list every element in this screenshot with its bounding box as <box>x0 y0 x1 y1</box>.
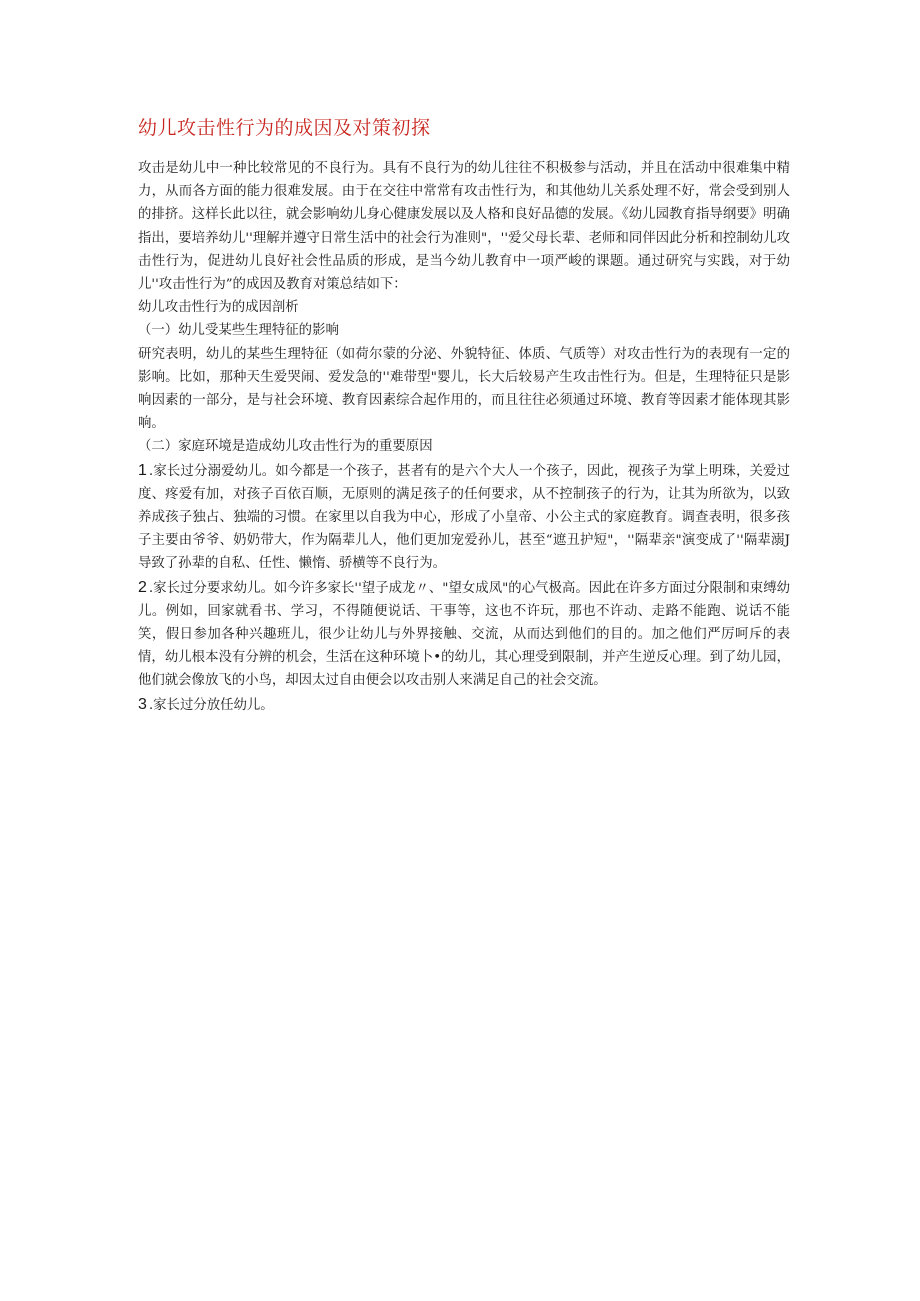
document-body <box>138 157 790 717</box>
section-heading: 幼儿攻击性行为的成因剖析 <box>138 300 299 316</box>
item-text: .家长过分放任幼儿。 <box>148 697 274 713</box>
subsection-1-paragraph: 研究表明，幼儿的某些生理特征（如荷尔蒙的分泌、外貌特征、体质、气质等）对攻击性行为的表现有一定的影响。比如，那种天生爱哭闹、爱发急的''难带型"婴儿，长大后较易产生攻击性行为。但是，生理特征只是影响因素的一部分，是与社会环境、教育因素综合起作用的，而且往往必须通过环境、教育等因素才能体现其影响。 <box>138 346 790 432</box>
numbered-item-3 <box>138 693 790 717</box>
intro-paragraph: 攻击是幼儿中一种比较常见的不良行为。具有不良行为的幼儿往往不积极参与活动，并且在活动中很难集中精力，从而各方面的能力很难发展。由于在交往中常常有攻击性行为，和其他幼儿关系处理不好，常会受到别人的排挤。这样长此以往，就会影响幼儿身心健康发展以及人格和良好品德的发展。《幼儿园教育指导纲要》明确指出，要培养幼儿''理解并遵守日常生活中的社会行为准则"，''爱父母长辈、老师和同伴因此分析和控制幼儿攻击性行为，促进幼儿良好社会性品质的形成，是当今幼儿教育中一项严峻的课题。通过研究与实践，对于幼儿''攻击性行为”的成因及教育对策总结如下： <box>138 161 790 293</box>
subsection-heading-2: （二）家庭环境是造成幼儿攻击性行为的重要原因 <box>138 439 433 455</box>
item-text: .家长过分溺爱幼儿。如今都是一个孩子，甚者有的是六个大人一个孩子，因此，视孩子为掌上明珠，关爱过度、疼爱有加，对孩子百依百顺，无原则的满足孩子的任何要求，从不控制孩子的行为，让其为所欲为，以致养成孩子独占、独端的习惯。在家里以自我为中心，形成了小皇帝、小公主式的家庭教育。调查表明，很多孩子主要由爷爷、奶奶带大，作为隔辈儿人，他们更加宠爱孙儿，甚至“遮丑护短"，''隔辈亲"演变成了''隔辈溺J导致了孙辈的自私、任性、懒惰、骄横等不良行为。 <box>138 463 790 572</box>
document-title: 幼儿攻击性行为的成因及对策初探 <box>138 117 431 139</box>
subsection-heading-1: （一）幼儿受某些生理特征的影响 <box>138 323 339 339</box>
item-number: 3 <box>138 695 147 713</box>
item-number: 2 <box>138 578 147 596</box>
numbered-item-1 <box>138 459 790 576</box>
numbered-item-2 <box>138 576 790 693</box>
item-number: 1 <box>138 461 147 479</box>
item-text: .家长过分要求幼儿。如今许多家长''望子成龙〃、"望女成凤"的心气极高。因此在许多方面过分限制和束缚幼儿。例如，回家就看书、学习，不得随便说话、干事等，这也不许玩，那也不许动、走路不能跑、说话不能笑，假日参加各种兴趣班儿，很少让幼儿与外界接触、交流，从而达到他们的目的。加之他们严厉呵斥的表情，幼儿根本没有分辨的机会，生活在这种环境卜•的幼儿，其心理受到限制，并产生逆反心理。到了幼儿园，他们就会像放飞的小鸟，却因太过自由便会以攻击别人来满足自己的社会交流。 <box>138 580 790 689</box>
